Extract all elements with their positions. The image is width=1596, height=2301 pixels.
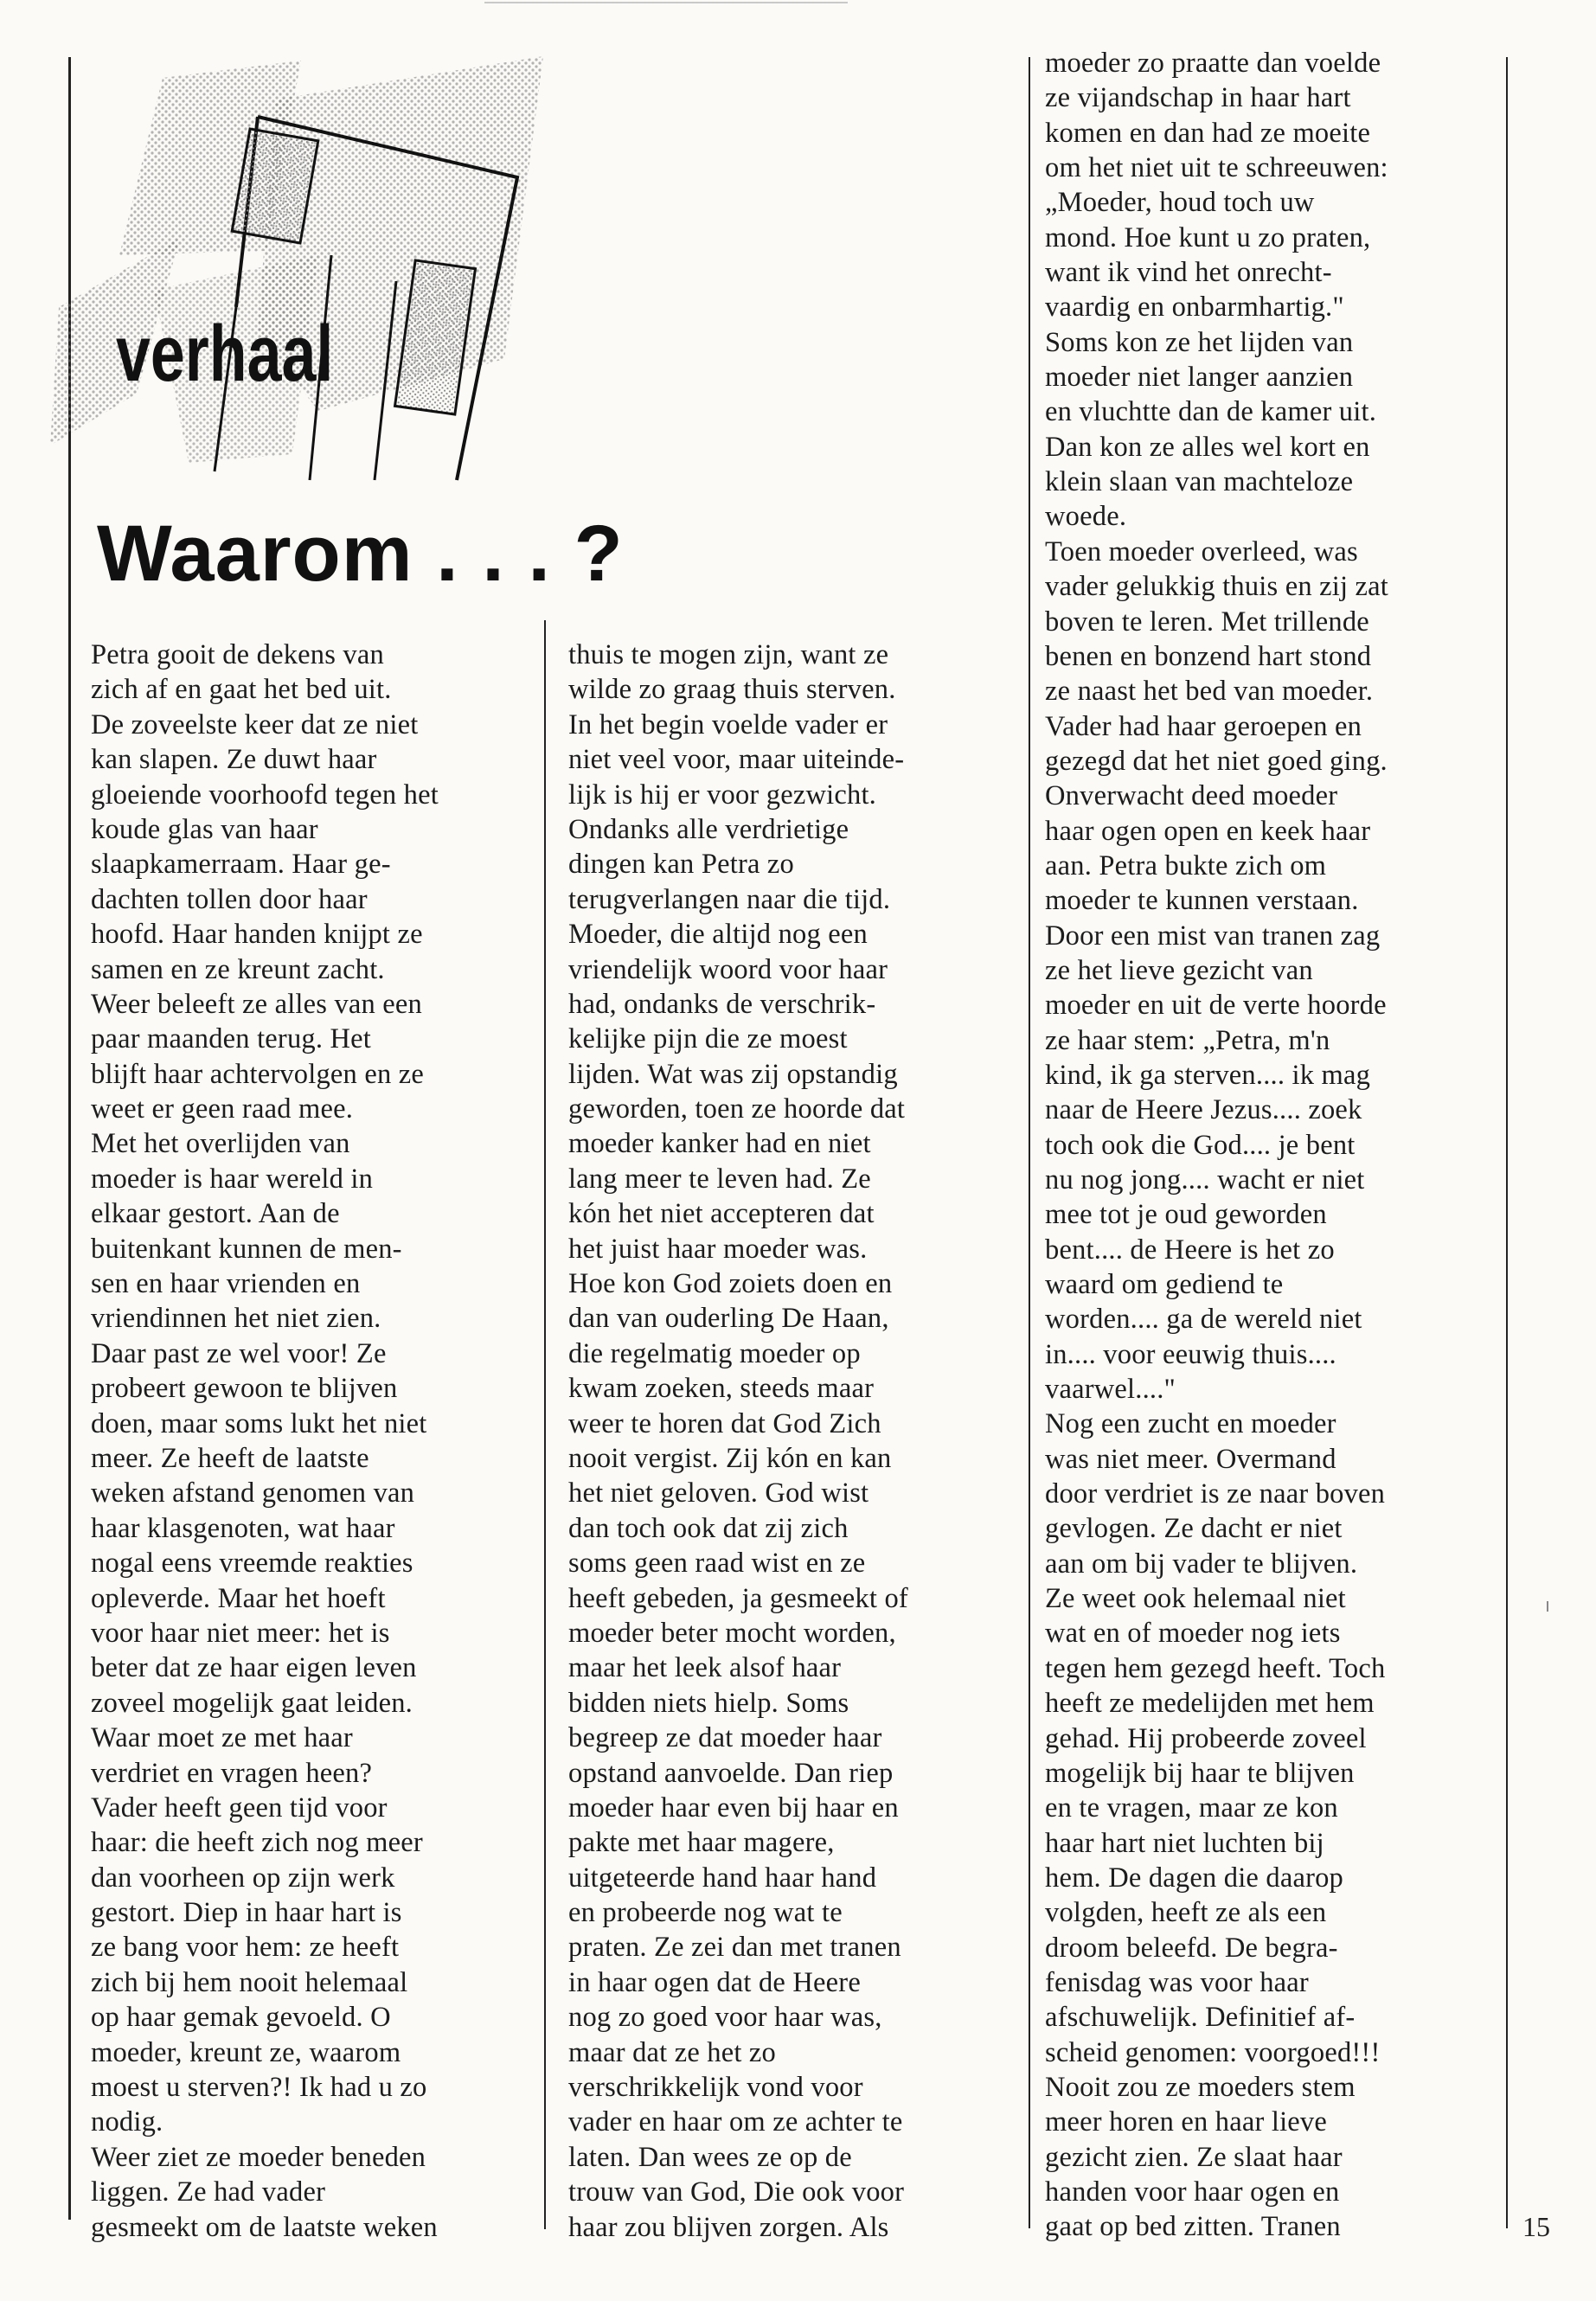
text-line: opleverde. Maar het hoeft	[91, 1582, 386, 1614]
text-line: dachten tollen door haar	[91, 883, 368, 915]
text-line: pakte met haar magere,	[568, 1827, 835, 1859]
text-line: door verdriet is ze naar boven	[1045, 1478, 1386, 1510]
text-line: dan van ouderling De Haan,	[568, 1303, 889, 1335]
text-line: die regelmatig moeder op	[568, 1337, 861, 1369]
text-line: mond. Hoe kunt u zo praten,	[1045, 221, 1371, 253]
text-line: lijden. Wat was zij opstandig	[568, 1058, 898, 1090]
text-line: Weer beleeft ze alles van een	[91, 988, 423, 1020]
text-line: zich bij hem nooit helemaal	[91, 1966, 408, 1998]
text-line: slaapkamerraam. Haar ge-	[91, 849, 391, 881]
text-line: Onverwacht deed moeder	[1045, 780, 1338, 812]
text-line: het niet geloven. God wist	[568, 1477, 869, 1509]
text-line: Met het overlijden van	[91, 1128, 350, 1160]
text-line: heeft gebeden, ja gesmeekt of	[568, 1582, 908, 1614]
text-line: lijk is hij er voor gezwicht.	[568, 779, 877, 811]
text-line: liggen. Ze had vader	[91, 2176, 326, 2208]
text-line: weken afstand genomen van	[91, 1477, 415, 1509]
text-line: laten. Dan wees ze op de	[568, 2141, 852, 2173]
text-line: worden.... ga de wereld niet	[1045, 1304, 1362, 1336]
text-line: nooit vergist. Zij kón en kan	[568, 1442, 892, 1474]
column-rule-outer-right	[1506, 57, 1508, 2228]
article-title: Waarom . . . ?	[97, 510, 624, 598]
section-label: verhaal	[116, 309, 334, 399]
text-line: kan slapen. Ze duwt haar	[91, 744, 377, 776]
page-number: 15	[1522, 2211, 1550, 2242]
text-line: vriendinnen het niet zien.	[91, 1303, 381, 1335]
text-line: Door een mist van tranen zag	[1045, 920, 1381, 952]
text-line: thuis te mogen zijn, want ze	[568, 639, 889, 670]
text-line: Vader heeft geen tijd voor	[91, 1791, 388, 1823]
text-line: aan om bij vader te blijven.	[1045, 1548, 1358, 1580]
text-line: trouw van God, Die ook voor	[568, 2176, 905, 2208]
text-line: gezegd dat het niet goed ging.	[1045, 745, 1388, 777]
text-line: en probeerde nog wat te	[568, 1897, 843, 1929]
text-line: hoofd. Haar handen knijpt ze	[91, 919, 423, 951]
text-line: Soms kon ze het lijden van	[1045, 326, 1354, 358]
text-line: paar maanden terug. Het	[91, 1023, 372, 1055]
text-line: benen en bonzend hart stond	[1045, 640, 1372, 672]
text-line: scheid genomen: voorgoed!!!	[1045, 2036, 1381, 2068]
text-line: vader en haar om ze achter te	[568, 2106, 903, 2138]
text-line: nodig.	[91, 2106, 163, 2138]
text-line: Ondanks alle verdrietige	[568, 813, 849, 845]
text-line: praten. Ze zei dan met tranen	[568, 1932, 901, 1964]
text-line: Vader had haar geroepen en	[1045, 710, 1362, 742]
text-line: terugverlangen naar die tijd.	[568, 883, 891, 915]
text-line: weer te horen dat God Zich	[568, 1407, 881, 1439]
text-line: ze naast het bed van moeder.	[1045, 676, 1374, 708]
text-line: moeder zo praatte dan voelde	[1045, 48, 1381, 79]
text-line: het juist haar moeder was.	[568, 1233, 868, 1265]
text-line: haar zou blijven zorgen. Als	[568, 2211, 889, 2243]
text-line: kelijke pijn die ze moest	[568, 1023, 848, 1055]
text-line: ze het lieve gezicht van	[1045, 954, 1313, 986]
text-line: uitgeteerde hand haar hand	[568, 1862, 877, 1894]
text-line: in.... voor eeuwig thuis....	[1045, 1338, 1336, 1370]
text-line: maar het leek alsof haar	[568, 1652, 842, 1684]
text-line: moeder haar even bij haar en	[568, 1791, 899, 1823]
text-line: moeder en uit de verte hoorde	[1045, 990, 1387, 1022]
text-line: opstand aanvoelde. Dan riep	[568, 1757, 894, 1789]
text-line: Toen moeder overleed, was	[1045, 535, 1358, 567]
text-line: boven te leren. Met trillende	[1045, 606, 1369, 638]
text-line: koude glas van haar	[91, 813, 318, 845]
text-line: Moeder, die altijd nog een	[568, 919, 868, 951]
text-column-1	[91, 638, 439, 2245]
text-line: voor haar niet meer: het is	[91, 1617, 390, 1649]
text-line: geworden, toen ze hoorde dat	[568, 1093, 906, 1125]
text-line: mogelijk bij haar te blijven	[1045, 1757, 1355, 1789]
text-line: meer. Ze heeft de laatste	[91, 1442, 369, 1474]
text-line: doen, maar soms lukt het niet	[91, 1407, 427, 1439]
text-line: „Moeder, houd toch uw	[1045, 187, 1315, 219]
text-line: Ze weet ook helemaal niet	[1045, 1583, 1346, 1615]
text-column-3	[1045, 46, 1388, 2245]
text-line: in haar ogen dat de Heere	[568, 1966, 861, 1998]
text-line: beter dat ze haar eigen leven	[91, 1652, 417, 1684]
text-line: dan voorheen op zijn werk	[91, 1862, 395, 1894]
text-line: haar: die heeft zich nog meer	[91, 1827, 423, 1859]
text-line: nu nog jong.... wacht er niet	[1045, 1164, 1365, 1195]
text-line: droom beleefd. De begra-	[1045, 1932, 1338, 1964]
text-line: lang meer te leven had. Ze	[568, 1163, 871, 1195]
dotted-backdrop-shape	[50, 56, 543, 463]
text-line: ze bang voor hem: ze heeft	[91, 1932, 400, 1964]
text-line: wilde zo graag thuis sterven.	[568, 674, 896, 706]
text-line: Nooit zou ze moeders stem	[1045, 2071, 1356, 2103]
text-line: zoveel mogelijk gaat leiden.	[91, 1687, 413, 1719]
text-line: gezicht zien. Ze slaat haar	[1045, 2141, 1343, 2173]
text-line: haar ogen open en keek haar	[1045, 815, 1371, 847]
text-line: Weer ziet ze moeder beneden	[91, 2141, 426, 2173]
text-line: moeder niet langer aanzien	[1045, 362, 1354, 394]
text-line: gaat op bed zitten. Tranen	[1045, 2211, 1341, 2243]
text-line: tegen hem gezegd heeft. Toch	[1045, 1652, 1386, 1684]
text-line: vader gelukkig thuis en zij zat	[1045, 571, 1388, 603]
text-line: bent.... de Heere is het zo	[1045, 1234, 1335, 1266]
text-line: vaardig en onbarmhartig."	[1045, 292, 1344, 324]
text-line: heeft ze medelijden met hem	[1045, 1688, 1375, 1720]
text-line: gesmeekt om de laatste weken	[91, 2211, 438, 2243]
text-line: verschrikkelijk vond voor	[568, 2072, 863, 2104]
text-line: toch ook die God.... je bent	[1045, 1129, 1356, 1161]
text-line: moeder te kunnen verstaan.	[1045, 885, 1359, 917]
text-line: om het niet uit te schreeuwen:	[1045, 152, 1388, 184]
text-line: verdriet en vragen heen?	[91, 1757, 373, 1789]
text-line: fenisdag was voor haar	[1045, 1966, 1309, 1998]
text-line: soms geen raad wist en ze	[568, 1548, 866, 1580]
text-column-2	[568, 638, 908, 2245]
text-line: niet veel voor, maar uiteinde-	[568, 744, 905, 776]
text-line: dingen kan Petra zo	[568, 849, 795, 881]
text-line: komen en dan had ze moeite	[1045, 117, 1371, 149]
text-line: handen voor haar ogen en	[1045, 2176, 1340, 2208]
text-line: moeder is haar wereld in	[91, 1163, 374, 1195]
text-line: blijft haar achtervolgen en ze	[91, 1058, 424, 1090]
text-line: vaarwel...."	[1045, 1374, 1176, 1406]
text-line: elkaar gestort. Aan de	[91, 1198, 340, 1230]
text-line: ze vijandschap in haar hart	[1045, 82, 1351, 114]
text-line: haar klasgenoten, wat haar	[91, 1512, 395, 1544]
text-line: In het begin voelde vader er	[568, 708, 888, 740]
text-line: klein slaan van machteloze	[1045, 466, 1354, 498]
text-line: wat en of moeder nog iets	[1045, 1618, 1341, 1650]
text-line: moest u sterven?! Ik had u zo	[91, 2072, 427, 2104]
text-line: bidden niets hielp. Soms	[568, 1687, 849, 1719]
text-line: kind, ik ga sterven.... ik mag	[1045, 1059, 1371, 1091]
text-line: probeert gewoon te blijven	[91, 1373, 398, 1405]
text-line: nogal eens vreemde reakties	[91, 1548, 413, 1580]
text-line: was niet meer. Overmand	[1045, 1443, 1336, 1475]
column-rule-right	[1029, 57, 1030, 2228]
text-line: Petra gooit de dekens van	[91, 639, 384, 670]
text-line: had, ondanks de verschrik-	[568, 988, 876, 1020]
text-line: kwam zoeken, steeds maar	[568, 1373, 875, 1405]
text-line: woede.	[1045, 501, 1127, 533]
text-line: Hoe kon God zoiets doen en	[568, 1268, 893, 1300]
text-line: want ik vind het onrecht-	[1045, 257, 1332, 289]
text-line: dan toch ook dat zij zich	[568, 1512, 849, 1544]
text-line: Nog een zucht en moeder	[1045, 1408, 1336, 1440]
text-line: Dan kon ze alles wel kort en	[1045, 431, 1370, 463]
text-line: kón het niet accepteren dat	[568, 1198, 875, 1230]
section-header-graphic	[33, 48, 586, 497]
text-line: aan. Petra bukte zich om	[1045, 849, 1327, 881]
text-line: zich af en gaat het bed uit.	[91, 674, 392, 706]
text-line: mee tot je oud geworden	[1045, 1199, 1327, 1231]
text-line: samen en ze kreunt zacht.	[91, 953, 385, 985]
text-line: ze haar stem: „Petra, m'n	[1045, 1024, 1330, 1056]
text-line: nog zo goed voor haar was,	[568, 2002, 882, 2034]
text-line: maar dat ze het zo	[568, 2036, 776, 2068]
text-line: moeder, kreunt ze, waarom	[91, 2036, 401, 2068]
text-line: vriendelijk woord voor haar	[568, 953, 888, 985]
text-line: Daar past ze wel voor! Ze	[91, 1337, 387, 1369]
text-line: en vluchtte dan de kamer uit.	[1045, 396, 1377, 428]
text-line: afschuwelijk. Definitief af-	[1045, 2002, 1356, 2034]
top-edge-line	[484, 2, 848, 3]
text-line: weet er geen raad mee.	[91, 1093, 354, 1125]
text-line: sen en haar vrienden en	[91, 1268, 361, 1300]
text-line: gestort. Diep in haar hart is	[91, 1897, 402, 1929]
text-line: gehad. Hij probeerde zoveel	[1045, 1722, 1367, 1754]
text-line: De zoveelste keer dat ze niet	[91, 708, 419, 740]
text-line: meer horen en haar lieve	[1045, 2106, 1328, 2138]
margin-mark	[1547, 1601, 1548, 1612]
text-line: moeder beter mocht worden,	[568, 1617, 896, 1649]
text-line: moeder kanker had en niet	[568, 1128, 871, 1160]
text-line: hem. De dagen die daarop	[1045, 1862, 1344, 1894]
text-line: gloeiende voorhoofd tegen het	[91, 779, 439, 811]
text-line: naar de Heere Jezus.... zoek	[1045, 1094, 1362, 1126]
text-line: en te vragen, maar ze kon	[1045, 1792, 1338, 1824]
text-line: gevlogen. Ze dacht er niet	[1045, 1513, 1343, 1545]
column-rule-middle	[544, 620, 546, 2229]
text-line: Waar moet ze met haar	[91, 1722, 353, 1754]
text-line: begreep ze dat moeder haar	[568, 1722, 882, 1754]
text-line: op haar gemak gevoeld. O	[91, 2002, 391, 2034]
text-line: haar hart niet luchten bij	[1045, 1827, 1324, 1859]
text-line: waard om gediend te	[1045, 1269, 1284, 1301]
text-line: volgden, heeft ze als een	[1045, 1897, 1327, 1929]
text-line: buitenkant kunnen de men-	[91, 1233, 402, 1265]
